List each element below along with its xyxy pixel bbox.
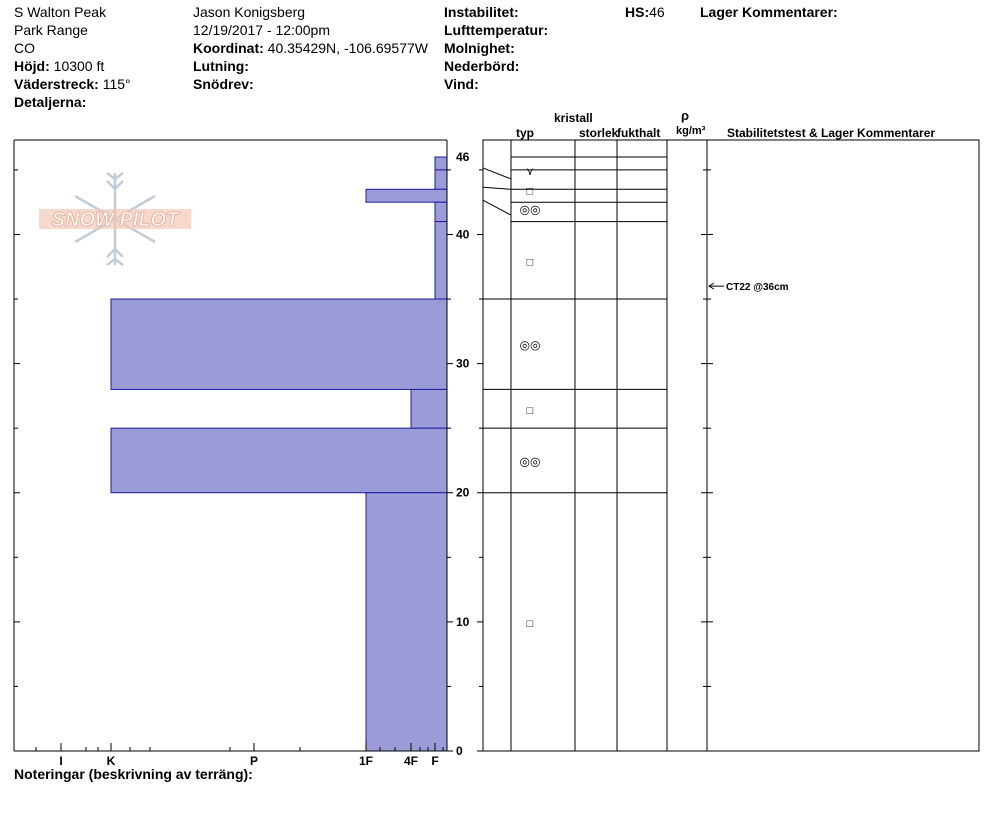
density-symbol: ρ (681, 108, 690, 123)
logo-text: SNOW PILOT (51, 209, 179, 231)
grain-type-symbol: □ (526, 256, 534, 269)
depth-tick-label: 0 (456, 744, 463, 758)
grain-type-symbol: □ (526, 185, 534, 198)
hardness-bar (435, 222, 447, 299)
notes-label: Noteringar (beskrivning av terräng): (14, 766, 253, 782)
hardness-bar (435, 170, 447, 189)
layer-connector (483, 168, 511, 179)
hardness-tick-label: P (249, 754, 259, 768)
grain-type-symbol: □ (526, 404, 534, 417)
mountain-range: Park Range (14, 22, 88, 38)
hardness-bar (411, 389, 447, 428)
hardness-tick-label: F (431, 754, 439, 768)
location-name: S Walton Peak (14, 4, 107, 20)
state: CO (14, 40, 35, 56)
grain-type-symbol: ◎◎ (519, 454, 541, 469)
hardness-bar (435, 202, 447, 221)
stability-header: Stabilitetstest & Lager Kommentarer (727, 126, 936, 140)
slope-label: Lutning: (193, 58, 249, 74)
precipitation-label: Nederbörd: (444, 58, 520, 74)
density-unit: kg/m³ (676, 125, 706, 137)
hardness-bar (111, 428, 447, 493)
observation-datetime: 12/19/2017 - 12:00pm (193, 22, 330, 38)
hardness-tick-label: 4F (403, 754, 419, 768)
hs-label: HS: (625, 4, 650, 20)
layer-connector (483, 200, 511, 215)
drift-label: Snödrev: (193, 76, 254, 92)
crystal-header: kristall (554, 111, 593, 125)
observer-name: Jason Konigsberg (193, 4, 306, 20)
depth-tick-label: 46 (456, 150, 470, 164)
instability-label: Instabilitet: (444, 4, 519, 20)
depth-tick-label: 10 (456, 614, 470, 629)
hardness-tick-label: 1F (358, 754, 374, 768)
grain-type-symbol: ◎◎ (519, 338, 541, 353)
aspect-label: Väderstreck: (14, 76, 99, 92)
layer-connector (483, 187, 511, 189)
depth-tick-label: 40 (456, 227, 470, 242)
moisture-header: fukthalt (617, 126, 661, 140)
type-header: typ (516, 126, 534, 140)
hs-value: 46 (649, 4, 665, 20)
snow-pilot-logo (39, 173, 191, 265)
hardness-bar (435, 157, 447, 170)
hardness-bar (366, 493, 447, 751)
sky-label: Molnighet: (444, 40, 515, 56)
layer-comments-label: Lager Kommentarer: (700, 4, 838, 20)
coordinate-value: 40.35429N, -106.69577W (267, 40, 428, 56)
stability-test-label: CT22 @36cm (726, 282, 789, 294)
coordinate-label: Koordinat: (193, 40, 264, 56)
grain-type-symbol: ⋎ (525, 165, 535, 178)
hardness-bar (366, 189, 447, 202)
aspect-value: 115° (102, 76, 131, 92)
air-temperature-label: Lufttemperatur: (444, 22, 549, 38)
elevation-label: Höjd: (14, 58, 50, 74)
depth-tick-label: 20 (456, 485, 470, 500)
depth-tick-label: 30 (456, 356, 470, 371)
size-header: storlek (579, 126, 619, 140)
wind-label: Vind: (444, 76, 479, 92)
grain-type-symbol: ◎◎ (519, 202, 541, 217)
grain-type-symbol: □ (526, 617, 534, 630)
hardness-bar (111, 299, 447, 389)
details-label: Detaljerna: (14, 94, 87, 110)
hardness-tick-label: I (59, 754, 63, 768)
elevation-value: 10300 ft (53, 58, 105, 74)
hardness-tick-label: K (106, 754, 116, 768)
layer-table-frame (483, 140, 979, 751)
